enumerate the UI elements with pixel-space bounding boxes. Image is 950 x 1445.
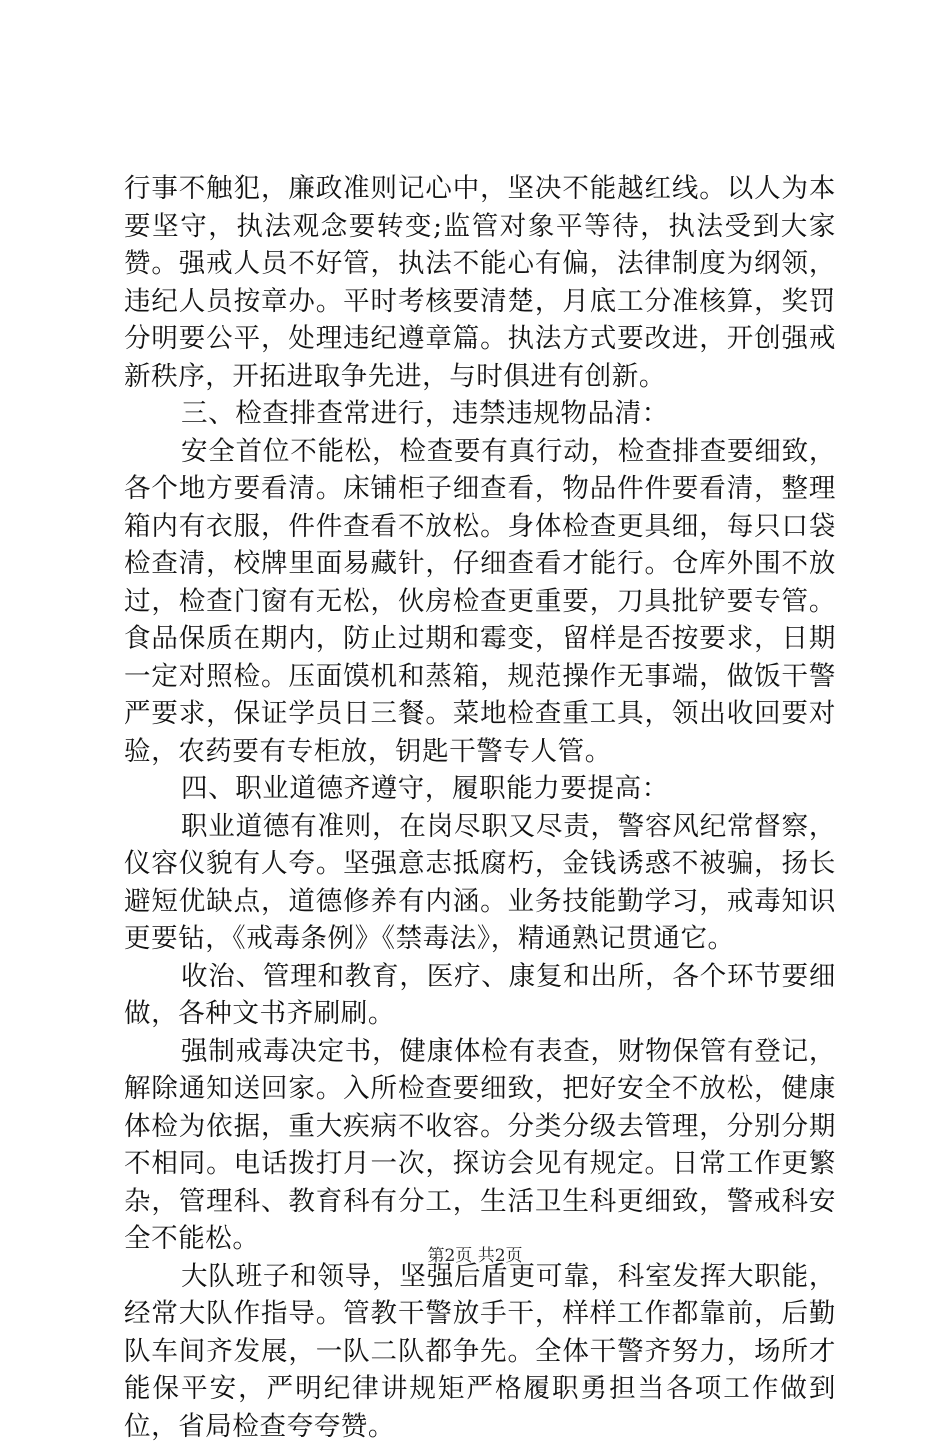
page-number: 第2页 共2页 — [0, 1244, 950, 1268]
paragraph: 强制戒毒决定书，健康体检有表查，财物保管有登记，解除通知送回家。入所检查要细致，把好安全不放松，健康体检为依据，重大疾病不收容。分类分级去管理，分别分期不相同。电话拨打月一次，探访会见有规定。日常工作更繁杂，管理科、教育科有分工，生活卫生科更细致，警戒科安全不能松。 — [124, 1033, 836, 1258]
section-heading: 三、检查排查常进行，违禁违规物品清： — [124, 395, 836, 433]
paragraph: 职业道德有准则，在岗尽职又尽责，警容风纪常督察，仪容仪貌有人夸。坚强意志抵腐朽，金钱诱惑不被骗，扬长避短优缺点，道德修养有内涵。业务技能勤学习，戒毒知识更要钻，《戒毒条例》《禁毒法》，精通熟记贯通它。 — [124, 808, 836, 958]
paragraph: 安全首位不能松，检查要有真行动，检查排查要细致，各个地方要看清。床铺柜子细查看，物品件件要看清，整理箱内有衣服，件件查看不放松。身体检查更具细，每只口袋检查清，校牌里面易藏针，仔细查看才能行。仓库外围不放过，检查门窗有无松，伙房检查更重要，刀具批铲要专管。食品保质在期内，防止过期和霉变，留样是否按要求，日期一定对照检。压面馍机和蒸箱，规范操作无事端，做饭干警严要求，保证学员日三餐。菜地检查重工具，领出收回要对验，农药要有专柜放，钥匙干警专人管。 — [124, 433, 836, 771]
paragraph: 行事不触犯，廉政准则记心中，坚决不能越红线。以人为本要坚守，执法观念要转变;监管对象平等待，执法受到大家赞。强戒人员不好管，执法不能心有偏，法律制度为纲领，违纪人员按章办。平时考核要清楚，月底工分准核算，奖罚分明要公平，处理违纪遵章篇。执法方式要改进，开创强戒新秩序，开拓进取争先进，与时俱进有创新。 — [124, 170, 836, 395]
paragraph: 收治、管理和教育，医疗、康复和出所，各个环节要细做，各种文书齐刷刷。 — [124, 958, 836, 1033]
paragraph: 大队班子和领导，坚强后盾更可靠，科室发挥大职能，经常大队作指导。管教干警放手干，样样工作都靠前，后勤队车间齐发展，一队二队都争先。全体干警齐努力，场所才能保平安，严明纪律讲规矩严格履职勇担当各项工作做到位，省局检查夸夸赞。 — [124, 1258, 836, 1445]
section-heading: 四、职业道德齐遵守，履职能力要提高： — [124, 770, 836, 808]
